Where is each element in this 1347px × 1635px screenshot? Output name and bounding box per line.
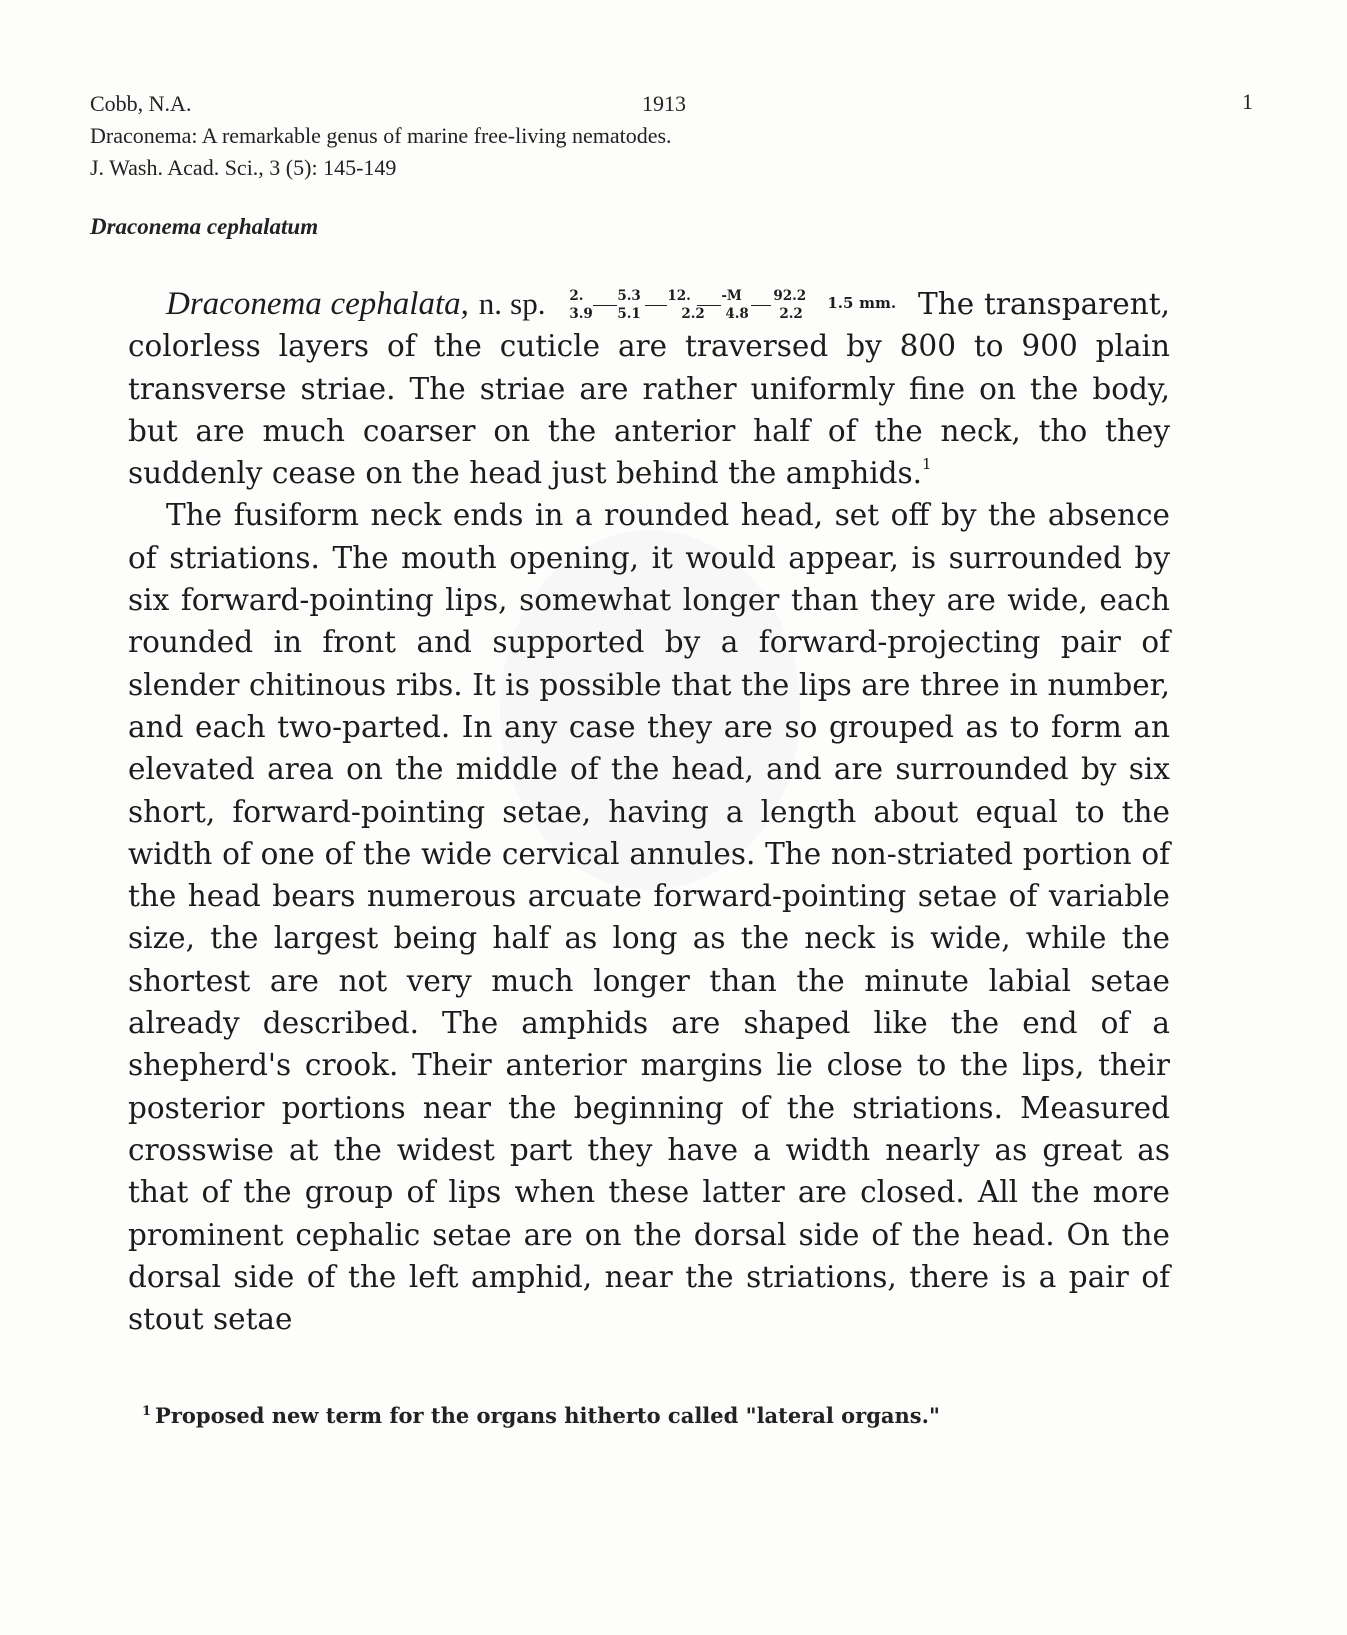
formula-numerator: 5.3 [617,288,641,304]
formula-rule [645,305,667,306]
formula-denominator: 3.9 [569,306,593,322]
page-number: 1 [1242,89,1253,114]
formula-numerator: 2. [569,288,584,304]
paragraph-1-text: The transparent, colorless layers of the cuticle are traversed by 800 to 900 plain transverse striae. The striae are rather uniformly fine on the body, but are much coarser on the anterior half of the neck, tho they suddenly cease on the head just behind the amphids. [128,287,1170,491]
formula-rule [751,305,771,306]
formula-denominator: 4.8 [725,306,749,322]
body-length: 1.5 mm. [827,294,897,312]
taxon-status: n. sp. [478,286,546,321]
formula-denominator: 5.1 [617,306,641,322]
formula-rule [593,305,617,306]
formula-numerator: 92.2 [773,288,807,304]
formula-numerator: -M [721,288,742,304]
description-paragraph-2: The fusiform neck ends in a rounded head, set off by the absence of striations. The mouth opening, it would appear, is surrounded by six forward-pointing lips, somewhat longer than they are wide, each rounded in front and supported by a forward-projecting pair of slender chitinous ribs. It is possible that the lips are three in number, and each two-parted. In any case they are so grouped as to form an elevated area on the middle of the head, and are surrounded by six short, forward-pointing setae, having a length about equal to the width of one of the wide cervical annules. The non-striated portion of the head bears numerous arcuate forward-pointing setae of variable size, the largest being half as long as the neck is wide, while the shortest are not very much longer than the minute labial setae already described. The amphids are shaped like the end of a shepherd's crook. Their anterior margins lie close to the lips, their posterior portions near the beginning of the striations. Measured crosswise at the widest part they have a width nearly as great as that of the group of lips when these latter are closed. All the more prominent cephalic setae are on the dorsal side of the head. On the dorsal side of the left amphid, near the striations, there is a pair of stout setae [128,498,1170,1337]
footnote-reference[interactable]: 1 [922,455,932,474]
formula-numerator: 12. [667,288,691,304]
species-description [128,282,1170,1340]
author: Cobb, N.A. [90,91,192,116]
journal-citation: J. Wash. Acad. Sci., 3 (5): 145-149 [90,155,397,180]
description-paragraph-1 [128,282,1170,494]
footnote-text: Proposed new term for the organs hitherto called "lateral organs." [155,1403,940,1428]
footnote [142,1403,1142,1428]
year: 1913 [642,91,686,116]
citation-header [90,88,1253,184]
article-title: Draconema: A remarkable genus of marine free-living nematodes. [90,123,672,148]
formula-denominator: 2.2 [779,306,803,322]
taxon-name: Draconema cephalata, [166,286,469,322]
de-man-formula [569,288,817,324]
footnote-mark: 1 [142,1404,152,1419]
species-heading: Draconema cephalatum [90,214,319,239]
formula-denominator: 2.2 [681,306,705,322]
